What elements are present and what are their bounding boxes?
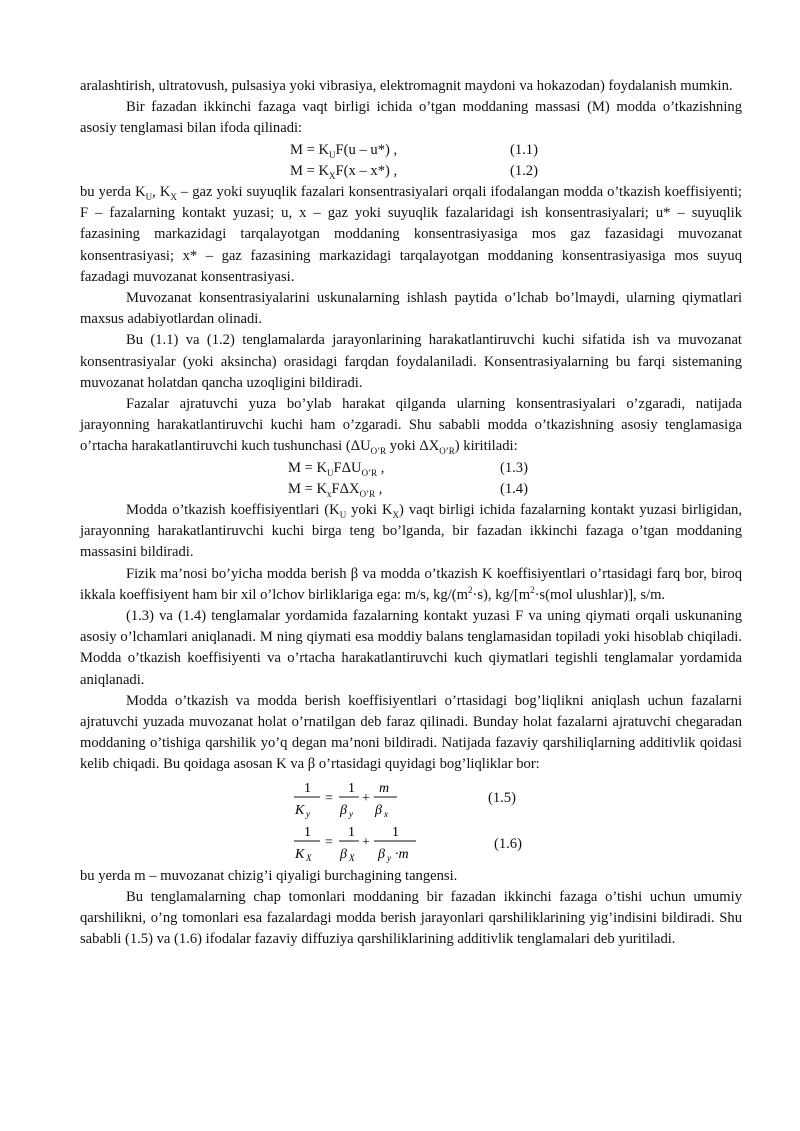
paragraph-11: Bu tenglamalarning chap tomonlari moddaning bir fazadan ikkinchi fazaga o’tishi uchun umumiy qarshilikni, o’ng tomonlari esa fazalardagi modda berish jarayonlari qarshiliklarining yig’indisini bildiradi. Shu sababli (1.5) va (1.6) ifodalar fazaviy diffuziya qarshiliklarining additivlik tenglamalari deb yuritiladi.: [80, 888, 742, 948]
paragraph-8: (1.3) va (1.4) tenglamalar yordamida fazalarning kontakt yuzasi F va uning qiymati orqali uskunaning asosiy o’lchamlari aniqlanadi. M ning qiymati esa moddiy balans tenglamasidan topiladi yoki hisoblab chiqiladi. Modda o’tkazish koeffisiyenti va o’rtacha harakatlantiruvchi kuch qiymatlari tegishli tenglamalar yordamida aniqlanadi.: [80, 608, 742, 688]
paragraph-5: Fazalar ajratuvchi yuza bo’ylab harakat qilganda ularning konsentrasiyalari o’zgaradi, natijada jarayonning harakatlantiruvchi kuchi ham o’zgaradi. Shu sababli modda o’tkazishning asosiy tenglamasiga o’rtacha harakatlantiruvchi kuch tushunchasi ($\Delta U_{O’R}$ yoki $\Delta X_{O’R}$) kiritiladi:: [80, 396, 742, 457]
equation-number: (1.4): [500, 480, 528, 497]
document-page: [80, 76, 742, 950]
svg-text:β: β: [340, 846, 347, 862]
paragraph-6: Modda o’tkazish koeffisiyentlari ($K_U$ yoki $K_X$) vaqt birligi ichida fazalarning kontakt yuzasi birligidan, jarayonning harakatlantiruvchi kuchi birga teng bo’lganda, bir fazadan ikkinchi fazaga o’tgan moddaning massasini bildiradi.: [80, 502, 743, 561]
svg-text:1: 1: [304, 780, 311, 796]
paragraph-9: Modda o’tkazish va modda berish koeffisiyentlari o’rtasidagi bog’liqlikni aniqlash uchun fazalarni ajratuvchi yuzada muvozanat holat o’rnatilgan deb faraz qilinadi. Bunday holat fazalarni ajratuvchi chegaradan moddaning o’tishiga qarshilik yo’q degan ma’noni bildiradi. Natijada fazaviy qarshiliqlarning additivlik qoidasi kelib chiqadi. Bu qoidaga asosan K va β o’rtasidagi quyidagi bog’liqliklar bor:: [80, 692, 742, 773]
equation-1-1: $M = K_UF(u - u*)$ , (1.1): [290, 141, 538, 160]
svg-text:X: X: [349, 852, 355, 863]
svg-text:+: +: [362, 790, 370, 806]
svg-text:K: K: [295, 802, 305, 818]
paragraph-0: aralashtirish, ultratovush, pulsasiya yoki vibrasiya, elektromagnit maydoni va hokazodan) foydalanish mumkin.: [80, 78, 733, 94]
svg-text:=: =: [325, 834, 333, 850]
equation-1-5: [80, 776, 742, 822]
svg-text:β: β: [340, 802, 347, 818]
svg-text:β: β: [378, 846, 385, 862]
svg-text:m: m: [379, 780, 390, 796]
paragraph-7: Fizik ma’nosi bo’yicha modda berish β va modda o’tkazish K koeffisiyentlari o’rtasidagi farq bor, biroq ikkala koeffisiyent ham bir xil o’lchov birliklariga ega: m/s, $kg/(m^2\cdot s)$, $kg/[m^2\cdot s(mol$ ulushlar)], s/m.: [80, 565, 742, 603]
svg-text:X: X: [306, 852, 312, 863]
svg-text:+: +: [362, 834, 370, 850]
svg-text:K: K: [295, 846, 305, 862]
svg-text:y: y: [306, 808, 310, 819]
svg-text:=: =: [325, 790, 333, 806]
svg-text:1: 1: [304, 824, 311, 840]
equation-1-6-formula: [294, 822, 444, 866]
equation-1-4: $M = K_xF\Delta X_{O’R}$ , (1.4): [288, 480, 528, 499]
equation-1-2: $M = K_XF(x - x*)$ , (1.2): [290, 162, 538, 181]
svg-text:·m: ·m: [395, 846, 409, 862]
svg-text:1: 1: [348, 780, 355, 796]
equation-number: (1.6): [494, 835, 522, 852]
equation-number: (1.2): [510, 162, 538, 179]
equation-1-5-formula: [294, 776, 434, 822]
svg-text:β: β: [375, 802, 382, 818]
svg-text:1: 1: [392, 824, 399, 840]
equation-number: (1.1): [510, 141, 538, 158]
paragraph-1: Bir fazadan ikkinchi fazaga vaqt birligi ichida o’tgan moddaning massasi (M) modda o’tkazishning asosiy tenglamasi bilan ifoda qilinadi:: [80, 99, 742, 137]
svg-text:1: 1: [348, 824, 355, 840]
paragraph-10: bu yerda m – muvozanat chizig’i qiyaligi burchagining tangensi.: [80, 867, 458, 884]
equation-number: (1.5): [488, 789, 516, 806]
paragraph-3: Muvozanat konsentrasiyalarini uskunalarning ishlash paytida o’lchab bo’lmaydi, ularning qiymatlari maxsus adabiyotlardan olinadi.: [80, 290, 742, 328]
equation-1-3: $M = K_UF\Delta U_{O’R}$ , (1.3): [288, 459, 528, 478]
equation-number: (1.3): [500, 459, 528, 476]
svg-text:y: y: [349, 808, 353, 819]
equation-1-6: [80, 822, 742, 866]
svg-text:x: x: [384, 808, 388, 819]
paragraph-2: bu yerda $K_U$, $K_X$ – gaz yoki suyuqlik fazalari konsentrasiyalari orqali ifodalangan modda o’tkazish koeffisiyenti; F – fazalarning kontakt yuzasi; u, x – gaz yoki suyuqlik fazalaridagi ish konsentrasiyalari; u* – suyuqlik fazasining markazidagi tarqalayotgan moddaning konsentrasiyasiga mos gaz fazasidagi muvozanat konsentrasiyasi; x* – gaz fazasining markazidagi tarqalayotgan moddaning konsentrasiyasiga mos suyuq fazadagi muvozanat konsentrasiyasi.: [80, 183, 742, 285]
svg-text:y: y: [387, 852, 391, 863]
paragraph-4: Bu (1.1) va (1.2) tenglamalarda jarayonlarining harakatlantiruvchi kuchi sifatida ish va muvozanat konsentrasiyalar (yoki aksincha) orasidagi farqdan foydalaniladi. Konsentrasiyalarning bu farqi sistemaning muvozanat holatdan qancha uzoqligini bildiradi.: [80, 332, 742, 391]
